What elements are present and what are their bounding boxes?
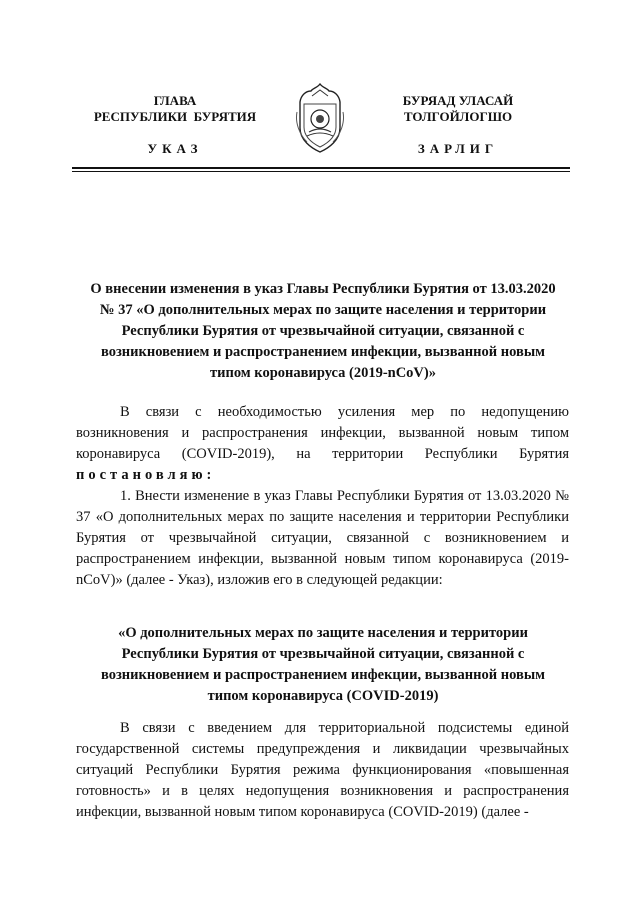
new-decree-body: [76, 718, 569, 823]
header-right-line1: БУРЯАД УЛАСАЙ: [402, 93, 514, 108]
preamble-paragraph: [76, 402, 569, 486]
header-divider-thin: [72, 171, 570, 172]
decree-title: О внесении изменения в указ Главы Республики Бурятия от 13.03.2020 № 37 «О дополнительных мерах по защите населения и территории Республики Бурятия от чрезвычайной ситуации, связанной с возникновением и распространением инфекции, вызванной новым типом коронавируса (2019-nCoV)»: [90, 281, 556, 381]
doc-type-right: ЗАРЛИГ: [417, 141, 499, 156]
header-divider-thick: [72, 167, 570, 169]
doc-type-left: УКАЗ: [147, 141, 203, 156]
header-left-line1: ГЛАВА: [153, 93, 197, 108]
header-right: [368, 93, 548, 125]
decree-body: [76, 402, 569, 591]
header-left: [80, 93, 270, 125]
preamble-keyword: постановляю:: [76, 467, 216, 483]
new-title: «О дополнительных мерах по защите населения и территории Республики Бурятия от чрезвычайной ситуации, связанной с возникновением и распространением инфекции, вызванной новым типом коронавируса (COVID-2019): [100, 625, 546, 704]
preamble-text: В связи с необходимостью усиления мер по недопущению возникновения и распространения инфекции, вызванной новым типом коронавируса (COVID-2019), на территории Республики Бурятия: [76, 404, 569, 462]
new-preamble-paragraph: В связи с введением для территориальной подсистемы единой государственной системы предупреждения и ликвидации чрезвычайных ситуаций Республики Бурятия режима функционирования «повышенная готовность» и в целях недопущения возникновения и распространения инфекции, вызванной новым типом коронавируса (COVID-2019) (далее -: [76, 720, 569, 820]
item-1-paragraph: 1. Внести изменение в указ Главы Республики Бурятия от 13.03.2020 № 37 «О дополнительных мерах по защите населения и территории Республики Бурятия от чрезвычайной ситуации, связанной с возникновением и распространением инфекции, вызванной новым типом коронавируса (2019-nCoV)» (далее - Указ), изложив его в следующей редакции:: [76, 488, 569, 588]
coat-of-arms-buryatia-icon: [291, 82, 349, 154]
header-right-line2: ТОЛГОЙЛОГШО: [403, 109, 513, 124]
header-left-line2: РЕСПУБЛИКИ БУРЯТИЯ: [93, 109, 257, 124]
